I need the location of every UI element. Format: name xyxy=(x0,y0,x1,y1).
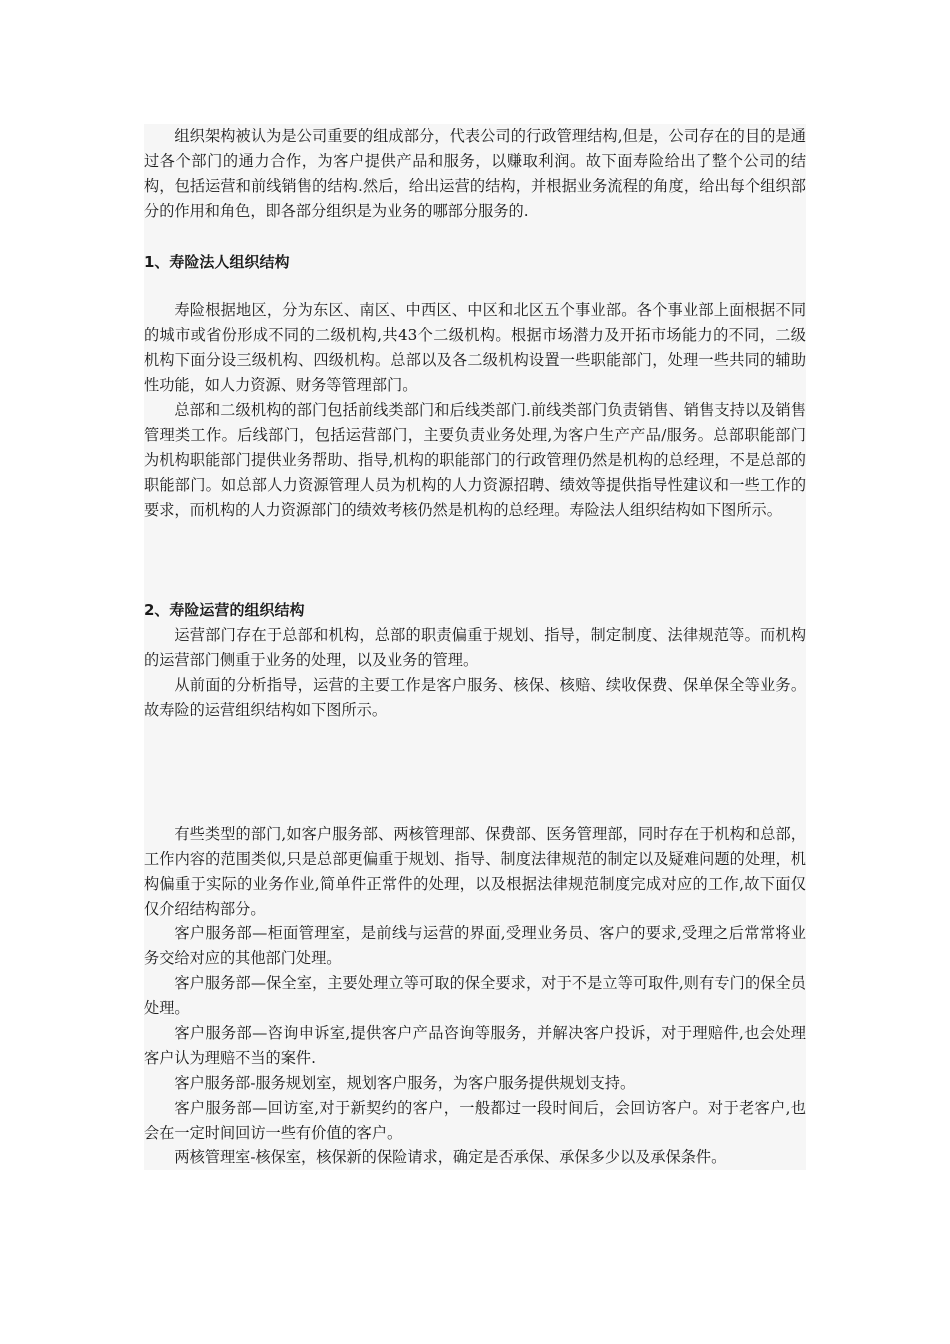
section-3-paragraph-2: 客户服务部—柜面管理室，是前线与运营的界面,受理业务员、客户的要求,受理之后常常将业务交给对应的其他部门处理。 xyxy=(144,924,806,967)
intro-paragraph: 组织架构被认为是公司重要的组成部分，代表公司的行政管理结构,但是，公司存在的目的是通过各个部门的通力合作，为客户提供产品和服务，以赚取利润。故下面寿险给出了整个公司的结构，包括运营和前线销售的结构.然后，给出运营的结构，并根据业务流程的角度，给出每个组织部分的作用和角色，即各部分组织是为业务的哪部分服务的. xyxy=(144,127,806,220)
section-3-paragraph-7: 两核管理室-核保室，核保新的保险请求，确定是否承保、承保多少以及承保条件。 xyxy=(174,1148,727,1166)
section-3-paragraph-5: 客户服务部-服务规划室，规划客户服务，为客户服务提供规划支持。 xyxy=(174,1074,636,1092)
section-1-paragraph-2: 总部和二级机构的部门包括前线类部门和后线类部门.前线类部门负责销售、销售支持以及销售管理类工作。后线部门，包括运营部门，主要负责业务处理,为客户生产产品/服务。总部职能部门为机构职能部门提供业务帮助、指导,机构的职能部门的行政管理仍然是机构的总经理，不是总部的职能部门。如总部人力资源管理人员为机构的人力资源招聘、绩效等提供指导性建议和一些工作的要求，而机构的人力资源部门的绩效考核仍然是机构的总经理。寿险法人组织结构如下图所示。 xyxy=(144,401,806,519)
section-3-paragraph-1: 有些类型的部门,如客户服务部、两核管理部、保费部、医务管理部，同时存在于机构和总部，工作内容的范围类似,只是总部更偏重于规划、指导、制度法律规范的制定以及疑难问题的处理，机构偏重于实际的业务作业,简单件正常件的处理，以及根据法律规范制度完成对应的工作,故下面仅仅介绍结构部分。 xyxy=(144,825,806,918)
section-2-heading: 2、寿险运营的组织结构 xyxy=(144,601,305,619)
document-body xyxy=(144,124,806,1170)
section-2-paragraph-1: 运营部门存在于总部和机构，总部的职责偏重于规划、指导，制定制度、法律规范等。而机构的运营部门侧重于业务的处理，以及业务的管理。 xyxy=(144,626,806,669)
section-3-paragraph-6: 客户服务部—回访室,对于新契约的客户，一般都过一段时间后，会回访客户。对于老客户,也会在一定时间回访一些有价值的客户。 xyxy=(144,1099,806,1142)
section-3-paragraph-3: 客户服务部—保全室，主要处理立等可取的保全要求，对于不是立等可取件,则有专门的保全员处理。 xyxy=(144,974,806,1017)
section-1-paragraph-1: 寿险根据地区，分为东区、南区、中西区、中区和北区五个事业部。各个事业部上面根据不同的城市或省份形成不同的二级机构,共43个二级机构。根据市场潜力及开拓市场能力的不同，二级机构下面分设三级机构、四级机构。总部以及各二级机构设置一些职能部门，处理一些共同的辅助性功能，如人力资源、财务等管理部门。 xyxy=(144,301,806,394)
section-3-paragraph-4: 客户服务部—咨询申诉室,提供客户产品咨询等服务，并解决客户投诉，对于理赔件,也会处理客户认为理赔不当的案件. xyxy=(144,1024,806,1067)
section-2-paragraph-2: 从前面的分析指导，运营的主要工作是客户服务、核保、核赔、续收保费、保单保全等业务。故寿险的运营组织结构如下图所示。 xyxy=(144,676,806,719)
section-1-heading: 1、寿险法人组织结构 xyxy=(144,253,290,271)
